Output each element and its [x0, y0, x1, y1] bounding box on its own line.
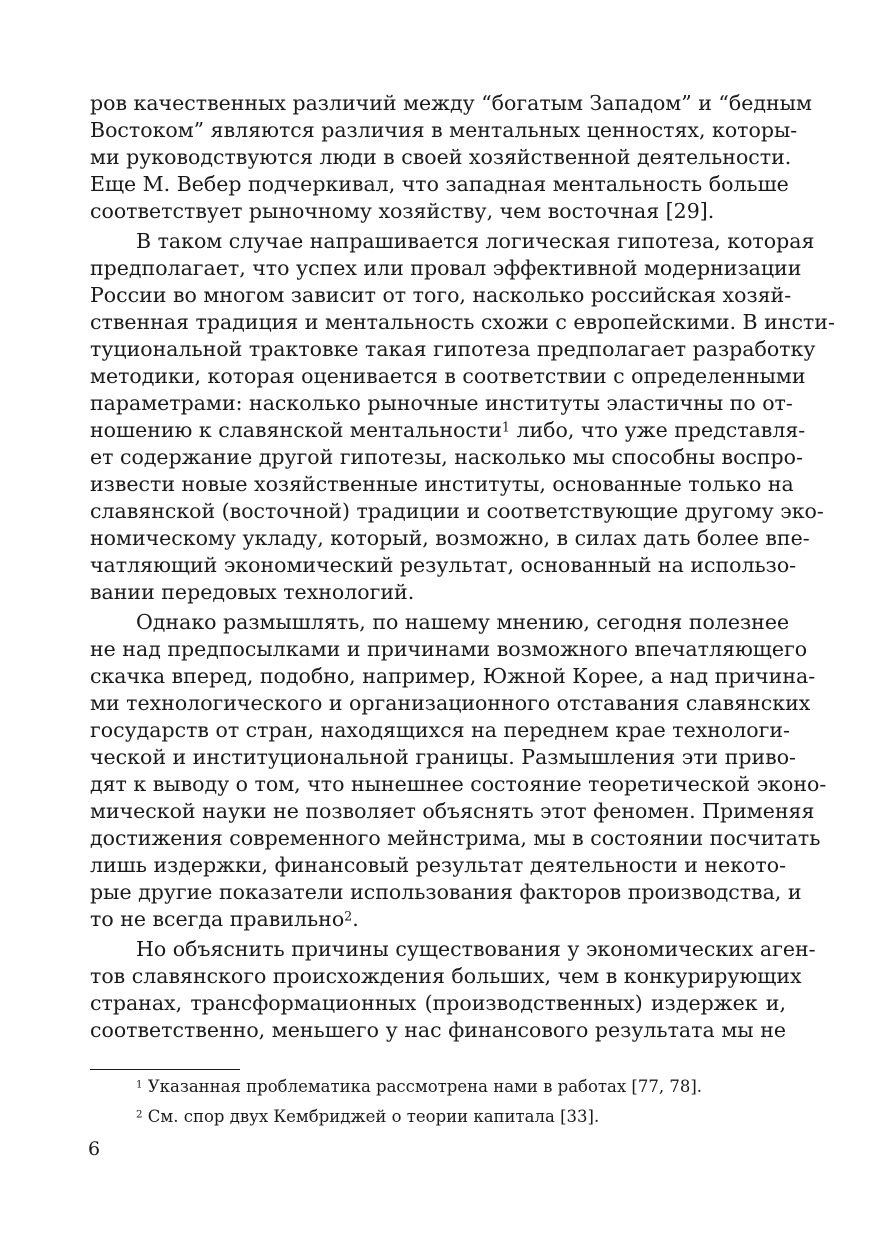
page-number: 6	[88, 1138, 101, 1160]
text-line: ет содержание другой гипотезы, насколько мы способны воспро-	[90, 445, 803, 469]
text-line: дят к выводу о том, что нынешнее состояние теоретической эконо-	[90, 772, 827, 796]
text-line: скачка вперед, подобно, например, Южной Корее, а над причина-	[90, 664, 816, 688]
text-line: методики, которая оценивается в соответствии с определенными	[90, 364, 806, 388]
footnote-text: Указанная проблематика рассмотрена нами в работах [77, 78].	[142, 1077, 703, 1096]
text-line: В таком случае напрашивается логическая гипотеза, которая	[136, 229, 815, 253]
text-line: предполагает, что успех или провал эффективной модернизации	[90, 256, 802, 280]
text-line: рые другие показатели использования факторов производства, и	[90, 880, 802, 904]
text-line: ственная традиция и ментальность схожи с европейскими. В инсти-	[90, 310, 835, 334]
text-line: Еще М. Вебер подчеркивал, что западная ментальность больше	[90, 172, 789, 196]
text-line	[90, 417, 806, 444]
footnote-marker-1[interactable]: 1	[501, 419, 510, 435]
footnote-marker-2[interactable]: 2	[344, 908, 353, 924]
text-fragment: то не всегда правильно	[90, 907, 345, 931]
footnote-1	[136, 1076, 702, 1098]
text-line: ми руководствуются люди в своей хозяйственной деятельности.	[90, 145, 792, 169]
text-line: ров качественных различий между “богатым Западом” и “бедным	[90, 91, 812, 115]
text-line: туциональной трактовке такая гипотеза предполагает разработку	[90, 337, 816, 361]
text-line: России во многом зависит от того, насколько российская хозяй-	[90, 283, 792, 307]
text-line: славянской (восточной) традиции и соответствующие другому эко-	[90, 499, 824, 523]
text-line: странах, трансформационных (производственных) издержек и,	[90, 991, 786, 1015]
footnote-divider	[90, 1069, 240, 1070]
text-line: не над предпосылками и причинами возможного впечатляющего	[90, 637, 808, 661]
text-fragment: либо, что уже представля-	[516, 418, 806, 442]
text-line: соответствует рыночному хозяйству, чем восточная [29].	[90, 199, 715, 223]
text-line: Востоком” являются различия в ментальных ценностях, которы-	[90, 118, 798, 142]
text-line: Но объяснить причины существования у экономических аген-	[136, 937, 816, 961]
text-line: ческой и институциональной границы. Размышления эти приво-	[90, 745, 796, 769]
text-fragment: .	[352, 907, 359, 931]
text-line: ми технологического и организационного отставания славянских	[90, 691, 811, 715]
footnote-text: См. спор двух Кембриджей о теории капитала [33].	[142, 1107, 600, 1126]
text-line: чатляющий экономический результат, основанный на использо-	[90, 553, 797, 577]
footnote-number: 2	[136, 1109, 143, 1121]
text-fragment: ношению к славянской ментальности	[90, 418, 502, 442]
text-line: номическому укладу, который, возможно, в силах дать более впе-	[90, 526, 810, 550]
text-line: параметрами: насколько рыночные институты эластичны по от-	[90, 391, 793, 415]
footnote-number: 1	[136, 1079, 143, 1091]
text-line: государств от стран, находящихся на переднем крае технологи-	[90, 718, 790, 742]
text-line: вании передовых технологий.	[90, 580, 415, 604]
footnote-2	[136, 1106, 599, 1128]
text-line: достижения современного мейнстрима, мы в состоянии посчитать	[90, 826, 821, 850]
text-line: Однако размышлять, по нашему мнению, сегодня полезнее	[136, 610, 790, 634]
text-line: тов славянского происхождения больших, чем в конкурирующих	[90, 964, 802, 988]
text-line: соответственно, меньшего у нас финансового результата мы не	[90, 1018, 786, 1042]
text-line: извести новые хозяйственные институты, основанные только на	[90, 472, 794, 496]
text-line: лишь издержки, финансовый результат деятельности и некото-	[90, 853, 786, 877]
text-line	[90, 906, 786, 933]
text-line: мической науки не позволяет объяснять этот феномен. Применяя	[90, 799, 815, 823]
